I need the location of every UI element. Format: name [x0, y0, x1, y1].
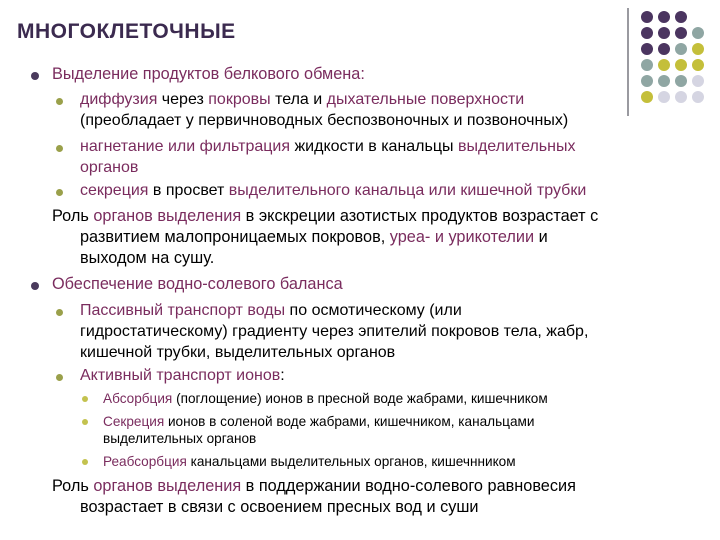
list-item-reabsorption: Реабсорбция канальцами выделительных органов, кишечнником [103, 454, 516, 469]
bullet-icon [31, 72, 39, 80]
role-paragraph-excretion-end: выходом на сушу. [80, 249, 215, 267]
list-item-passive-cont: гидростатическому) градиенту через эпителий покровов тела, жабр, [80, 323, 589, 340]
list-item-active: Активный транспорт ионов: [80, 367, 285, 384]
bullet-icon [82, 396, 88, 402]
slide-title: МНОГОКЛЕТОЧНЫЕ [17, 20, 236, 43]
bullet-icon [31, 282, 39, 290]
role-paragraph-balance-cont: возрастает в связи с освоением пресных вод и суши [80, 498, 479, 516]
list-item-passive-end: кишечной трубки, выделительных органов [80, 344, 396, 361]
bullet-icon [82, 419, 88, 425]
list-item-diffusion-cont: (преобладает у первичноводных беспозвоночных и позвоночных) [80, 112, 569, 129]
bullet-icon [56, 374, 63, 381]
role-paragraph-excretion: Роль органов выделения в экскреции азотистых продуктов возрастает с [52, 207, 599, 225]
list-item-diffusion: диффузия через покровы тела и дыхательные поверхности [80, 91, 525, 108]
role-paragraph-balance: Роль органов выделения в поддержании водно-солевого равновесия [52, 477, 576, 495]
section-heading-excretion: Выделение продуктов белкового обмена: [52, 65, 365, 83]
list-item-secretion: секреция в просвет выделительного канальца или кишечной трубки [80, 182, 587, 199]
list-item-ion-secretion-cont: выделительных органов [103, 431, 257, 446]
section-heading-balance: Обеспечение водно-солевого баланса [52, 275, 343, 293]
list-item-ion-secretion: Секреция ионов в соленой воде жабрами, кишечником, канальцами [103, 414, 535, 429]
list-item-absorption: Абсорбция (поглощение) ионов в пресной воде жабрами, кишечником [103, 391, 548, 406]
bullet-icon [56, 309, 63, 316]
bullet-icon [56, 145, 63, 152]
bullet-icon [82, 459, 88, 465]
list-item-passive: Пассивный транспорт воды по осмотическому (или [80, 302, 462, 319]
bullet-icon [56, 98, 63, 105]
role-paragraph-excretion-cont: развитием малопроницаемых покровов, уреа- и урикотелии и [80, 228, 548, 246]
list-item-injection: нагнетание или фильтрация жидкости в канальцы выделительных [80, 138, 576, 155]
list-item-injection-cont: органов [80, 159, 139, 176]
bullet-icon [56, 189, 63, 196]
